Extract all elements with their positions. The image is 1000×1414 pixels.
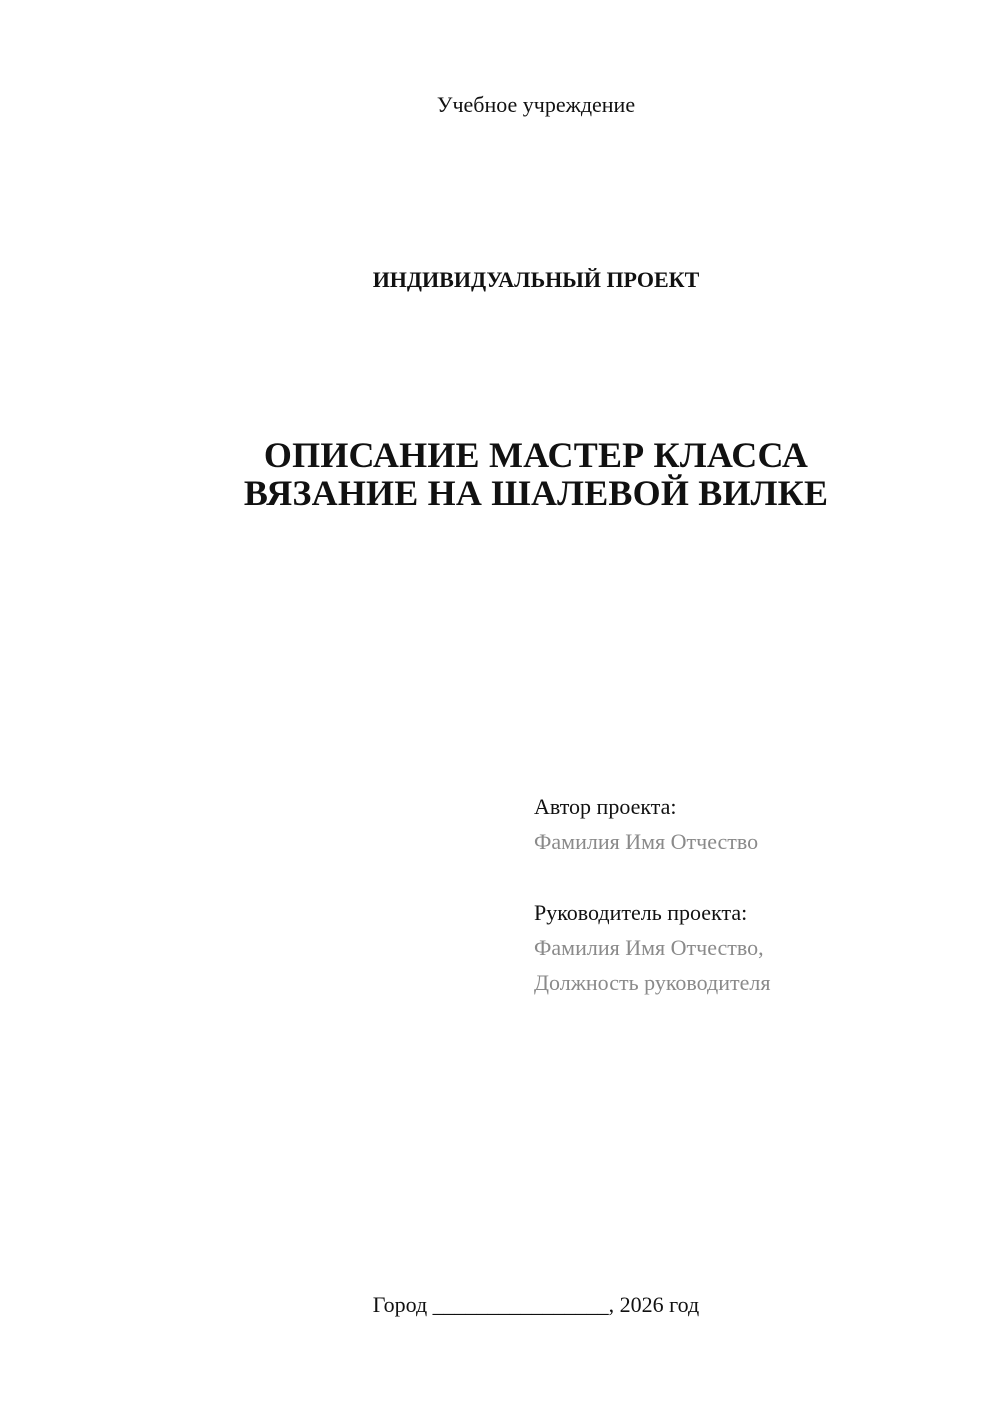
info-spacer	[534, 859, 974, 895]
supervisor-name: Фамилия Имя Отчество,	[534, 935, 764, 960]
author-name: Фамилия Имя Отчество	[534, 829, 759, 854]
project-info-block	[534, 789, 974, 1000]
document-type: ИНДИВИДУАЛЬНЫЙ ПРОЕКТ	[372, 267, 700, 292]
author-label: Автор проекта:	[534, 794, 677, 819]
city-year-footer: Город ________________, 2026 год	[372, 1292, 700, 1317]
supervisor-position: Должность руководителя	[534, 970, 771, 995]
institution-name: Учебное учреждение	[436, 92, 636, 117]
project-title-line-2: ВЯЗАНИЕ НА ШАЛЕВОЙ ВИЛКЕ	[243, 473, 829, 513]
project-title	[0, 436, 1000, 512]
supervisor-label: Руководитель проекта:	[534, 900, 748, 925]
project-title-line-1: ОПИСАНИЕ МАСТЕР КЛАССА	[263, 435, 809, 475]
